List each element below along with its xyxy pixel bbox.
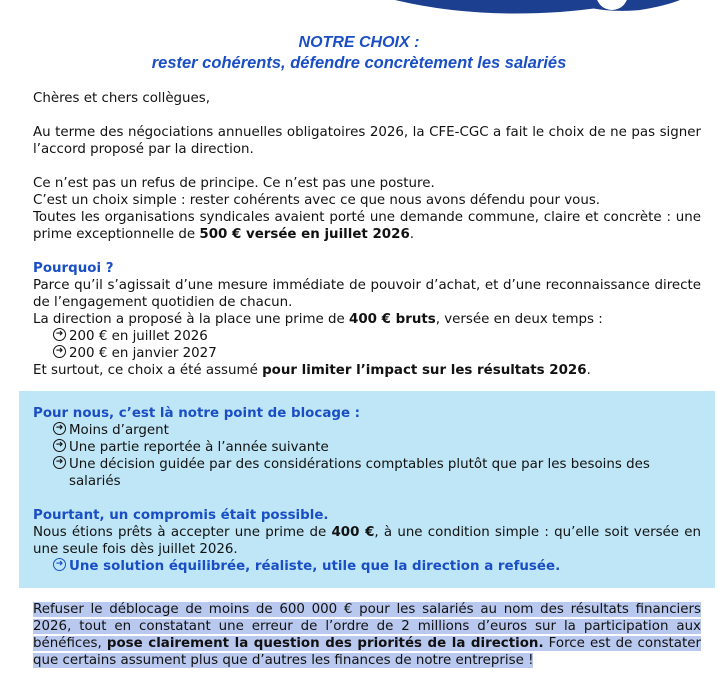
demand-amount: 500 € versée en juillet 2026 [199,227,410,242]
list-item: ➜ Une partie reportée à l’année suivante [33,439,701,456]
list-item: ➜ Moins d’argent [33,422,701,439]
pourquoi-text: Parce qu’il s’agissait d’une mesure immédiate de pouvoir d’achat, et d’une reconnaissance directe de l’engagement quotidien de chacun. [33,278,701,310]
title-line-2: rester cohérents, défendre concrètement les salariés [151,54,567,72]
wave-decoration-icon [0,0,718,30]
page-title [0,33,718,74]
final-paragraph: Refuser le déblocage de moins de 600 000 € pour les salariés au nom des résultats financiers 2026, tout en constatant une erreur de l’ordre de 2 millions d’euros sur la participation aux bénéfices, pose clairement la question des priorités de la direction. Force est de constater que certains assument plus que d’autres les finances de notre entreprise ! [33,602,701,668]
impact-emphasis: pour limiter l’impact sur les résultats 2026 [262,363,587,378]
pourquoi-heading: Pourquoi ? [33,261,114,276]
list-item: ➜ 200 € en janvier 2027 [33,345,701,362]
arrow-right-icon: ➜ [53,328,66,341]
proposal-amount: 400 € bruts [349,312,436,327]
arrow-right-icon: ➜ [53,345,66,358]
list-item: ➜ 200 € en juillet 2026 [33,328,701,345]
final-emphasis: pose clairement la question des priorités de la direction. [106,636,544,651]
posture-line: Ce n’est pas un refus de principe. Ce n’est pas une posture. [33,176,435,191]
intro-paragraph: Au terme des négociations annuelles obligatoires 2026, la CFE-CGC a fait le choix de ne pas signer l’accord proposé par la direction. [33,125,701,157]
list-item [33,558,701,575]
choice-line: C’est un choix simple : rester cohérents avec ce que nous avons défendu pour vous. [33,193,601,208]
header-decoration [0,0,718,30]
arrow-right-icon: ➜ [53,422,66,435]
arrow-right-icon: ➜ [53,456,66,469]
impact-text: Et surtout, ce choix a été assumé pour limiter l’impact sur les résultats 2026. [33,363,591,378]
demand-paragraph: Toutes les organisations syndicales avaient porté une demande commune, claire et concrète : une prime exceptionnelle de 500 € versée en juillet 2026. [33,210,701,242]
arrow-right-icon: ➜ [53,439,66,452]
proposal-text: La direction a proposé à la place une prime de 400 € bruts, versée en deux temps : [33,312,603,327]
greeting: Chères et chers collègues, [33,91,211,106]
blocage-heading: Pour nous, c’est là notre point de blocage : [33,406,361,421]
blocage-list [33,422,701,490]
list-item: ➜ Une décision guidée par des considérations comptables plutôt que par les besoins des salariés [33,456,701,490]
conclusion-list [33,558,701,575]
letter-body [33,90,701,379]
proposal-list [33,328,701,362]
arrow-right-icon: ➜ [53,558,66,571]
conclusion-text: Une solution équilibrée, réaliste, utile que la direction a refusée. [69,559,561,574]
blocage-box [19,391,715,588]
compromis-heading: Pourtant, un compromis était possible. [33,508,329,523]
compromis-amount: 400 € [331,525,375,540]
title-line-1: NOTRE CHOIX : [298,34,420,51]
compromis-text: Nous étions prêts à accepter une prime de 400 €, à une condition simple : qu’elle soit versée en une seule fois dès juillet 2026. [33,525,701,557]
